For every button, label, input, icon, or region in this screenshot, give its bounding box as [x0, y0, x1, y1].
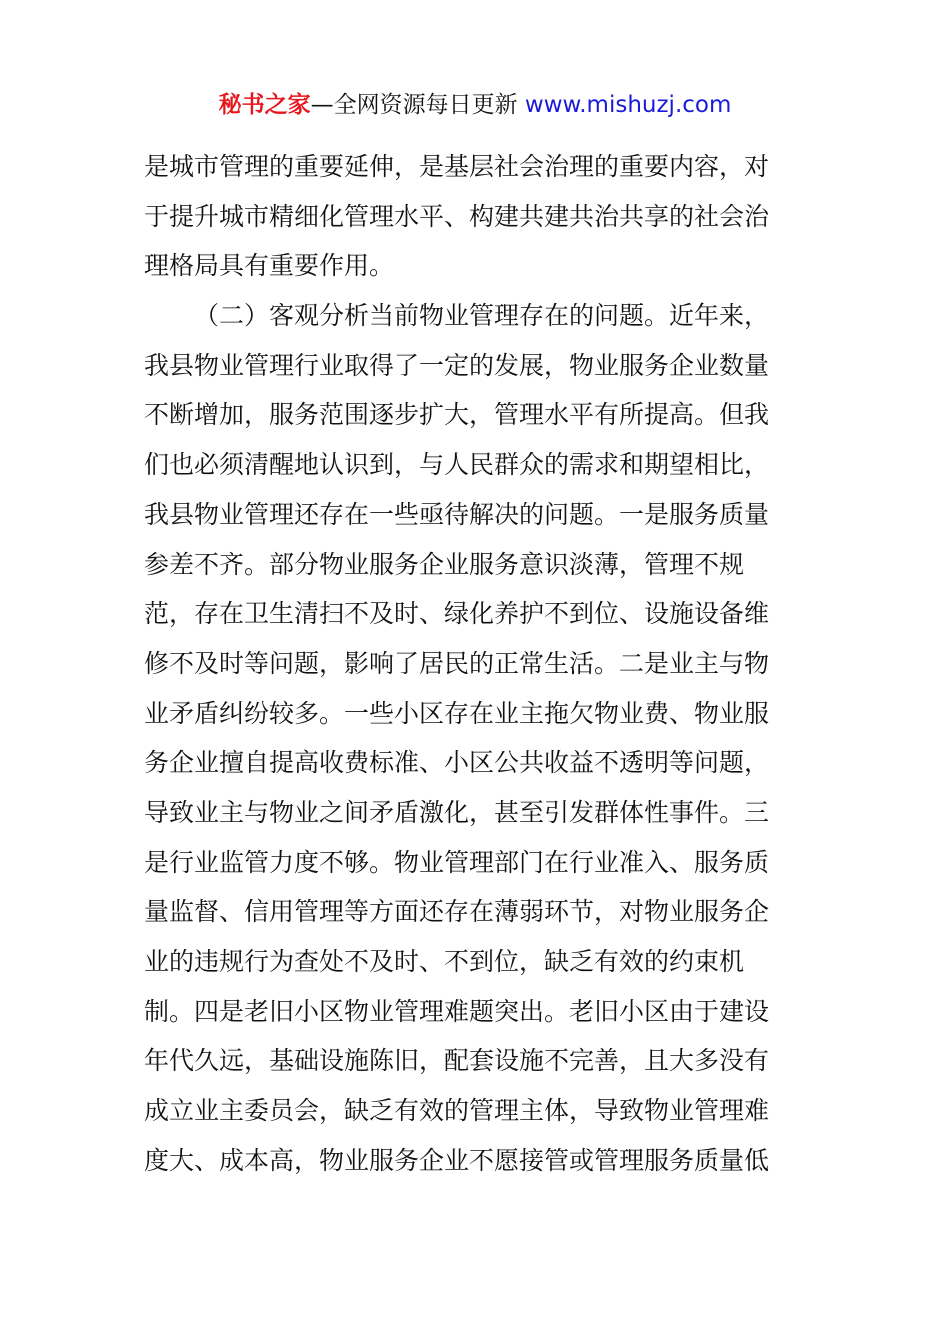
- text-line: 制。四是老旧小区物业管理难题突出。老旧小区由于建设: [144, 996, 770, 1026]
- document-body: [144, 142, 814, 1185]
- text-line: 理格局具有重要作用。: [144, 251, 395, 281]
- text-line: 参差不齐。部分物业服务企业服务意识淡薄，管理不规: [144, 549, 745, 579]
- text-line: 范，存在卫生清扫不及时、绿化养护不到位、设施设备维: [144, 599, 770, 629]
- text-line: 我县物业管理行业取得了一定的发展，物业服务企业数量: [144, 350, 770, 380]
- page-header: [0, 88, 950, 122]
- brand-name: 秘书之家: [218, 92, 311, 118]
- text-line: 成立业主委员会，缺乏有效的管理主体，导致物业管理难: [144, 1096, 770, 1126]
- text-line: 量监督、信用管理等方面还存在薄弱环节，对物业服务企: [144, 897, 770, 927]
- text-line: 是城市管理的重要延伸，是基层社会治理的重要内容，对: [144, 152, 770, 181]
- text-line: 于提升城市精细化管理水平、构建共建共治共享的社会治: [144, 201, 770, 231]
- text-line: 我县物业管理还存在一些亟待解决的问题。一是服务质量: [144, 499, 770, 529]
- paragraph-heading-line: （二）客观分析当前物业管理存在的问题。近年来，: [194, 301, 770, 331]
- text-line: 不断增加，服务范围逐步扩大，管理水平有所提高。但我: [144, 400, 770, 430]
- text-line: 年代久远，基础设施陈旧，配套设施不完善，且大多没有: [144, 1046, 770, 1076]
- website-link[interactable]: www.mishuzj.com: [524, 92, 732, 118]
- text-line: 业矛盾纠纷较多。一些小区存在业主拖欠物业费、物业服: [144, 698, 770, 728]
- text-line: 是行业监管力度不够。物业管理部门在行业准入、服务质: [144, 847, 770, 877]
- text-line: 务企业擅自提高收费标准、小区公共收益不透明等问题，: [144, 748, 770, 778]
- text-line: 们也必须清醒地认识到，与人民群众的需求和期望相比，: [144, 450, 770, 480]
- text-line: 度大、成本高，物业服务企业不愿接管或管理服务质量低: [144, 1145, 770, 1175]
- header-slogan: —全网资源每日更新: [310, 92, 518, 118]
- text-line: 业的违规行为查处不及时、不到位，缺乏有效的约束机: [144, 947, 745, 976]
- text-line: 导致业主与物业之间矛盾激化，甚至引发群体性事件。三: [144, 797, 770, 827]
- text-line: 修不及时等问题，影响了居民的正常生活。二是业主与物: [144, 648, 770, 678]
